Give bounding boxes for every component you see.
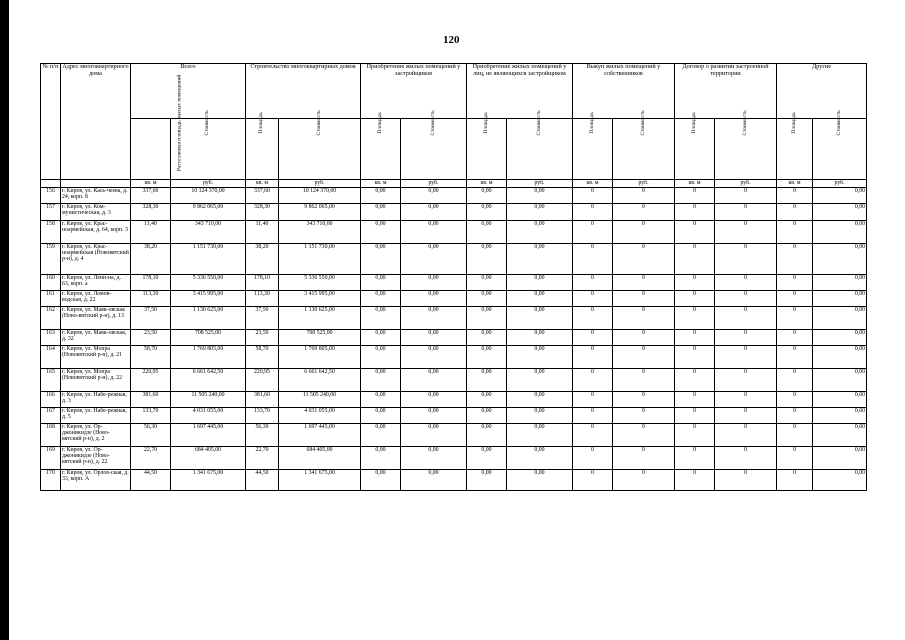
- row-value: 0,00: [507, 408, 573, 424]
- row-value: 0,00: [813, 188, 867, 204]
- table-row: [41, 307, 867, 330]
- row-value: 0,00: [361, 369, 401, 392]
- row-value: 0,00: [401, 307, 467, 330]
- row-number: 169: [41, 447, 61, 470]
- subheader-cost: Стоимость: [613, 119, 675, 180]
- row-value: 0: [613, 221, 675, 244]
- row-value: 1 130 625,00: [171, 307, 246, 330]
- row-value: 0: [613, 346, 675, 369]
- table-row: [41, 470, 867, 491]
- subheader-cost: Стоимость: [171, 119, 246, 180]
- row-value: 0: [573, 408, 613, 424]
- row-value: 0: [573, 470, 613, 491]
- row-value: 0,00: [401, 424, 467, 447]
- row-value: 0,00: [361, 408, 401, 424]
- row-value: 0,00: [467, 221, 507, 244]
- row-number: 164: [41, 346, 61, 369]
- row-value: 0: [715, 275, 777, 291]
- row-value: 0,00: [361, 470, 401, 491]
- row-address: г. Киров, ул. Набе-режная, д. 5: [61, 408, 131, 424]
- unit-rub: руб.: [715, 180, 777, 188]
- row-value: 0,00: [813, 346, 867, 369]
- row-number: 162: [41, 307, 61, 330]
- row-value: 0,00: [813, 307, 867, 330]
- table-row: [41, 244, 867, 275]
- row-value: 0: [573, 275, 613, 291]
- table-row: [41, 188, 867, 204]
- row-value: 0: [613, 424, 675, 447]
- row-value: 0: [675, 204, 715, 221]
- row-value: 337,60: [131, 188, 171, 204]
- row-value: 0: [715, 307, 777, 330]
- row-value: 10 124 370,00: [279, 188, 361, 204]
- header-no: № п/п: [41, 64, 61, 180]
- subheader-cost: Стоимость: [507, 119, 573, 180]
- row-address: г. Киров, ул. Крас-ноармейская (Нововятский р-н), д. 4: [61, 244, 131, 275]
- row-value: 0,00: [361, 291, 401, 307]
- row-value: 0: [573, 307, 613, 330]
- row-value: 113,30: [131, 291, 171, 307]
- row-value: 328,30: [131, 204, 171, 221]
- row-value: 0,00: [361, 244, 401, 275]
- row-value: 0,00: [361, 188, 401, 204]
- row-value: 0: [675, 424, 715, 447]
- row-value: 0,00: [401, 221, 467, 244]
- unit-rub: руб.: [613, 180, 675, 188]
- row-value: 0,00: [401, 369, 467, 392]
- row-value: 9 862 065,00: [279, 204, 361, 221]
- row-value: 0: [715, 346, 777, 369]
- row-value: 0: [777, 307, 813, 330]
- row-value: 0: [715, 244, 777, 275]
- subheader-area: Площадь: [361, 119, 401, 180]
- row-value: 0: [675, 346, 715, 369]
- unit-rub: руб.: [813, 180, 867, 188]
- row-value: 0: [573, 392, 613, 408]
- row-number: 161: [41, 291, 61, 307]
- row-value: 5 336 550,00: [171, 275, 246, 291]
- row-value: 343 710,00: [171, 221, 246, 244]
- row-value: 0: [613, 188, 675, 204]
- row-value: 37,50: [246, 307, 279, 330]
- row-value: 0: [777, 346, 813, 369]
- row-value: 0: [675, 307, 715, 330]
- row-value: 337,60: [246, 188, 279, 204]
- unit-sqm: кв. м: [573, 180, 613, 188]
- row-value: 56,30: [246, 424, 279, 447]
- row-value: 0: [715, 330, 777, 346]
- row-address: г. Киров, ул. Ком-мунистическая, д. 3: [61, 204, 131, 221]
- table-row: [41, 221, 867, 244]
- row-value: 684 405,00: [171, 447, 246, 470]
- row-value: 0,00: [467, 392, 507, 408]
- row-value: 0: [613, 330, 675, 346]
- row-value: 0,00: [507, 244, 573, 275]
- table-row: [41, 291, 867, 307]
- row-address: г. Киров, ул. Ор-джоникидзе (Ново-вятский р-н), д. 2: [61, 424, 131, 447]
- row-value: 0,00: [467, 447, 507, 470]
- unit-rub: руб.: [507, 180, 573, 188]
- row-value: 0: [777, 188, 813, 204]
- unit-rub: руб.: [171, 180, 246, 188]
- row-value: 56,30: [131, 424, 171, 447]
- row-value: 0,00: [361, 447, 401, 470]
- row-value: 38,20: [131, 244, 171, 275]
- row-value: 0,00: [467, 291, 507, 307]
- row-value: 0,00: [401, 447, 467, 470]
- row-value: 0: [715, 424, 777, 447]
- units-empty: [61, 180, 131, 188]
- row-value: 1 151 730,00: [171, 244, 246, 275]
- row-number: 157: [41, 204, 61, 221]
- row-value: 0,00: [361, 221, 401, 244]
- row-value: 22,70: [131, 447, 171, 470]
- row-number: 163: [41, 330, 61, 346]
- row-value: 11 505 240,00: [171, 392, 246, 408]
- row-value: 0,00: [507, 346, 573, 369]
- row-value: 58,70: [246, 346, 279, 369]
- row-value: 0,00: [507, 424, 573, 447]
- row-value: 0,00: [507, 447, 573, 470]
- row-value: 0,00: [467, 307, 507, 330]
- row-address: г. Киров, ул. Кась-чеева, д. 24, корп. 8: [61, 188, 131, 204]
- row-number: 160: [41, 275, 61, 291]
- row-value: 1 769 805,00: [171, 346, 246, 369]
- header-group-non-developers: Приобретение жилых помещений у лиц, не являющихся застройщиком: [467, 64, 573, 119]
- row-value: 0,00: [401, 291, 467, 307]
- row-value: 0,00: [467, 408, 507, 424]
- subheader-cost: Стоимость: [279, 119, 361, 180]
- row-value: 0: [573, 244, 613, 275]
- row-value: 0: [675, 221, 715, 244]
- unit-sqm: кв. м: [777, 180, 813, 188]
- row-value: 3 415 995,00: [171, 291, 246, 307]
- row-value: 0: [777, 221, 813, 244]
- row-value: 0,00: [507, 470, 573, 491]
- row-value: 328,30: [246, 204, 279, 221]
- row-value: 0,00: [401, 275, 467, 291]
- subheader-area: Площадь: [675, 119, 715, 180]
- row-value: 0: [715, 291, 777, 307]
- row-value: 0: [675, 408, 715, 424]
- row-value: 0,00: [361, 275, 401, 291]
- row-value: 0,00: [507, 392, 573, 408]
- row-value: 0: [613, 275, 675, 291]
- row-value: 0: [777, 470, 813, 491]
- row-value: 1 697 445,00: [171, 424, 246, 447]
- subheader-area: Площадь: [246, 119, 279, 180]
- row-number: 156: [41, 188, 61, 204]
- row-value: 0: [777, 424, 813, 447]
- unit-sqm: кв. м: [131, 180, 171, 188]
- row-value: 0: [613, 307, 675, 330]
- table-row: [41, 204, 867, 221]
- subheader-area: Площадь: [573, 119, 613, 180]
- row-value: 0: [613, 244, 675, 275]
- table-row: [41, 346, 867, 369]
- row-value: 0: [573, 330, 613, 346]
- row-value: 0: [613, 447, 675, 470]
- row-value: 0: [675, 244, 715, 275]
- subheader-settled-area: Расселяемая площадь жилых помещений: [131, 119, 171, 180]
- row-value: 0: [675, 275, 715, 291]
- unit-rub: руб.: [279, 180, 361, 188]
- row-value: 0,00: [813, 221, 867, 244]
- table-body: [41, 188, 867, 491]
- row-value: 0: [777, 408, 813, 424]
- row-value: 0: [613, 204, 675, 221]
- row-value: 22,70: [246, 447, 279, 470]
- row-value: 0,00: [813, 447, 867, 470]
- header-group-total: Всего: [131, 64, 246, 119]
- row-value: 0,00: [361, 346, 401, 369]
- units-empty: [41, 180, 61, 188]
- row-value: 0,00: [507, 291, 573, 307]
- row-value: 0,00: [467, 330, 507, 346]
- row-value: 0,00: [401, 346, 467, 369]
- row-value: 0: [573, 447, 613, 470]
- row-value: 0: [613, 470, 675, 491]
- row-value: 708 525,00: [279, 330, 361, 346]
- row-value: 684 405,00: [279, 447, 361, 470]
- header-group-construction: Строительство многоквартирных домов: [246, 64, 361, 119]
- row-number: 170: [41, 470, 61, 491]
- row-number: 168: [41, 424, 61, 447]
- subheader-area: Площадь: [467, 119, 507, 180]
- row-value: 0,00: [467, 188, 507, 204]
- row-address: г. Киров, ул. Мопра (Нововятский р-н), д. 21: [61, 346, 131, 369]
- row-value: 38,20: [246, 244, 279, 275]
- row-value: 0,00: [361, 424, 401, 447]
- housing-table: [40, 63, 867, 491]
- row-value: 4 031 055,00: [171, 408, 246, 424]
- row-value: 133,70: [131, 408, 171, 424]
- row-value: 0: [675, 330, 715, 346]
- row-value: 0,00: [401, 188, 467, 204]
- row-value: 5 336 550,00: [279, 275, 361, 291]
- row-value: 0: [715, 204, 777, 221]
- row-value: 0: [573, 291, 613, 307]
- row-value: 0: [613, 408, 675, 424]
- row-value: 178,10: [131, 275, 171, 291]
- row-value: 1 130 625,00: [279, 307, 361, 330]
- row-value: 220,95: [131, 369, 171, 392]
- row-value: 708 525,00: [171, 330, 246, 346]
- row-value: 0: [573, 346, 613, 369]
- row-value: 0: [613, 291, 675, 307]
- row-value: 0: [777, 204, 813, 221]
- unit-sqm: кв. м: [361, 180, 401, 188]
- row-value: 0,00: [467, 275, 507, 291]
- row-value: 0: [777, 291, 813, 307]
- table-row: [41, 330, 867, 346]
- row-value: 0: [573, 424, 613, 447]
- row-value: 0: [777, 447, 813, 470]
- page-number: 120: [443, 34, 460, 46]
- row-value: 0: [675, 470, 715, 491]
- row-value: 0,00: [813, 424, 867, 447]
- row-value: 0,00: [467, 346, 507, 369]
- row-number: 159: [41, 244, 61, 275]
- row-value: 11 505 240,00: [279, 392, 361, 408]
- row-value: 6 661 642,50: [279, 369, 361, 392]
- table-row: [41, 275, 867, 291]
- row-value: 0,00: [813, 275, 867, 291]
- row-number: 166: [41, 392, 61, 408]
- row-address: г. Киров, ул. Орлов-ская, д. 33, корп. А: [61, 470, 131, 491]
- row-value: 0: [573, 369, 613, 392]
- row-value: 1 341 675,00: [279, 470, 361, 491]
- row-value: 178,10: [246, 275, 279, 291]
- table-row: [41, 408, 867, 424]
- row-address: г. Киров, ул. Маяк-овская, д. 32: [61, 330, 131, 346]
- row-value: 0: [777, 392, 813, 408]
- row-value: 1 341 675,00: [171, 470, 246, 491]
- row-value: 0,00: [467, 470, 507, 491]
- row-value: 0,00: [813, 470, 867, 491]
- row-value: 0,00: [507, 369, 573, 392]
- row-value: 0: [613, 392, 675, 408]
- row-value: 0,00: [813, 291, 867, 307]
- row-value: 0: [715, 369, 777, 392]
- row-value: 0,00: [507, 307, 573, 330]
- row-value: 1 151 730,00: [279, 244, 361, 275]
- row-value: 23,50: [246, 330, 279, 346]
- row-value: 0,00: [401, 470, 467, 491]
- row-value: 0: [613, 369, 675, 392]
- row-value: 44,50: [246, 470, 279, 491]
- row-value: 0: [675, 447, 715, 470]
- row-value: 0: [715, 221, 777, 244]
- row-value: 0,00: [361, 307, 401, 330]
- row-value: 0,00: [361, 330, 401, 346]
- row-value: 44,50: [131, 470, 171, 491]
- unit-sqm: кв. м: [246, 180, 279, 188]
- subheader-cost: Стоимость: [401, 119, 467, 180]
- row-value: 3 415 995,00: [279, 291, 361, 307]
- row-value: 0,00: [401, 392, 467, 408]
- row-value: 0: [777, 330, 813, 346]
- row-value: 0: [715, 447, 777, 470]
- row-value: 0: [777, 275, 813, 291]
- row-address: г. Киров, ул. Набе-режная, д. 3: [61, 392, 131, 408]
- row-value: 381,60: [131, 392, 171, 408]
- row-number: 158: [41, 221, 61, 244]
- header-group-buyout: Выкуп жилых помещений у собственников: [573, 64, 675, 119]
- row-value: 113,30: [246, 291, 279, 307]
- row-value: 1 697 445,00: [279, 424, 361, 447]
- row-address: г. Киров, ул. Ломов-водская, д. 22: [61, 291, 131, 307]
- row-value: 0: [573, 188, 613, 204]
- row-value: 11,40: [246, 221, 279, 244]
- row-address: г. Киров, ул. Мопра (Нововятский р-н), д. 22: [61, 369, 131, 392]
- row-value: 0,00: [813, 408, 867, 424]
- row-value: 220,95: [246, 369, 279, 392]
- row-value: 0,00: [507, 188, 573, 204]
- table-row: [41, 424, 867, 447]
- row-value: 0,00: [813, 392, 867, 408]
- row-value: 0: [573, 204, 613, 221]
- row-value: 1 769 805,00: [279, 346, 361, 369]
- row-value: 0,00: [467, 244, 507, 275]
- row-value: 0: [573, 221, 613, 244]
- row-value: 0,00: [507, 221, 573, 244]
- row-value: 9 862 065,00: [171, 204, 246, 221]
- row-address: г. Киров, ул. Маяк-овская (Ново-вятский р-н), д. 13: [61, 307, 131, 330]
- row-value: 10 124 370,00: [171, 188, 246, 204]
- subheader-cost: Стоимость: [813, 119, 867, 180]
- row-value: 343 710,00: [279, 221, 361, 244]
- scan-edge-bar: [0, 0, 9, 640]
- row-value: 0,00: [401, 330, 467, 346]
- row-value: 381,60: [246, 392, 279, 408]
- unit-rub: руб.: [401, 180, 467, 188]
- header-address: Адрес многоквартирного дома: [61, 64, 131, 180]
- unit-sqm: кв. м: [467, 180, 507, 188]
- row-value: 0: [715, 188, 777, 204]
- row-value: 0,00: [401, 244, 467, 275]
- row-value: 0,00: [361, 392, 401, 408]
- row-value: 0,00: [467, 424, 507, 447]
- header-group-other: Другие: [777, 64, 867, 119]
- row-value: 0: [777, 369, 813, 392]
- row-value: 0: [675, 392, 715, 408]
- row-value: 0: [675, 369, 715, 392]
- header-group-development-contract: Договор о развитии застроенной территории: [675, 64, 777, 119]
- row-value: 133,70: [246, 408, 279, 424]
- row-value: 11,40: [131, 221, 171, 244]
- row-value: 58,70: [131, 346, 171, 369]
- row-value: 0,00: [813, 244, 867, 275]
- row-value: 0: [675, 188, 715, 204]
- row-value: 0,00: [813, 369, 867, 392]
- row-value: 0,00: [813, 330, 867, 346]
- subheader-area: Площадь: [777, 119, 813, 180]
- row-value: 0,00: [467, 369, 507, 392]
- row-value: 0: [715, 408, 777, 424]
- row-value: 0,00: [507, 204, 573, 221]
- row-value: 0: [715, 392, 777, 408]
- row-value: 0,00: [401, 408, 467, 424]
- row-value: 0,00: [401, 204, 467, 221]
- row-address: г. Киров, ул. Крас-ноармейская, д. 64, корп. 3: [61, 221, 131, 244]
- row-value: 0,00: [813, 204, 867, 221]
- row-value: 0,00: [507, 275, 573, 291]
- row-value: 23,50: [131, 330, 171, 346]
- subheader-cost: Стоимость: [715, 119, 777, 180]
- row-value: 6 661 642,50: [171, 369, 246, 392]
- row-value: 0: [675, 291, 715, 307]
- row-value: 0,00: [507, 330, 573, 346]
- row-value: 0,00: [361, 204, 401, 221]
- table-row: [41, 392, 867, 408]
- row-address: г. Киров, ул. Лени-на, д. 63, корп. а: [61, 275, 131, 291]
- unit-sqm: кв. м: [675, 180, 715, 188]
- table-row: [41, 447, 867, 470]
- row-number: 167: [41, 408, 61, 424]
- row-address: г. Киров, ул. Ор-джоникидзе (Ново-вятский р-н), д. 22: [61, 447, 131, 470]
- row-value: 0,00: [467, 204, 507, 221]
- header-group-developers: Приобретение жилых помещений у застройщиков: [361, 64, 467, 119]
- row-value: 0: [715, 470, 777, 491]
- row-number: 165: [41, 369, 61, 392]
- table-row: [41, 369, 867, 392]
- row-value: 0: [777, 244, 813, 275]
- row-value: 37,50: [131, 307, 171, 330]
- row-value: 4 031 055,00: [279, 408, 361, 424]
